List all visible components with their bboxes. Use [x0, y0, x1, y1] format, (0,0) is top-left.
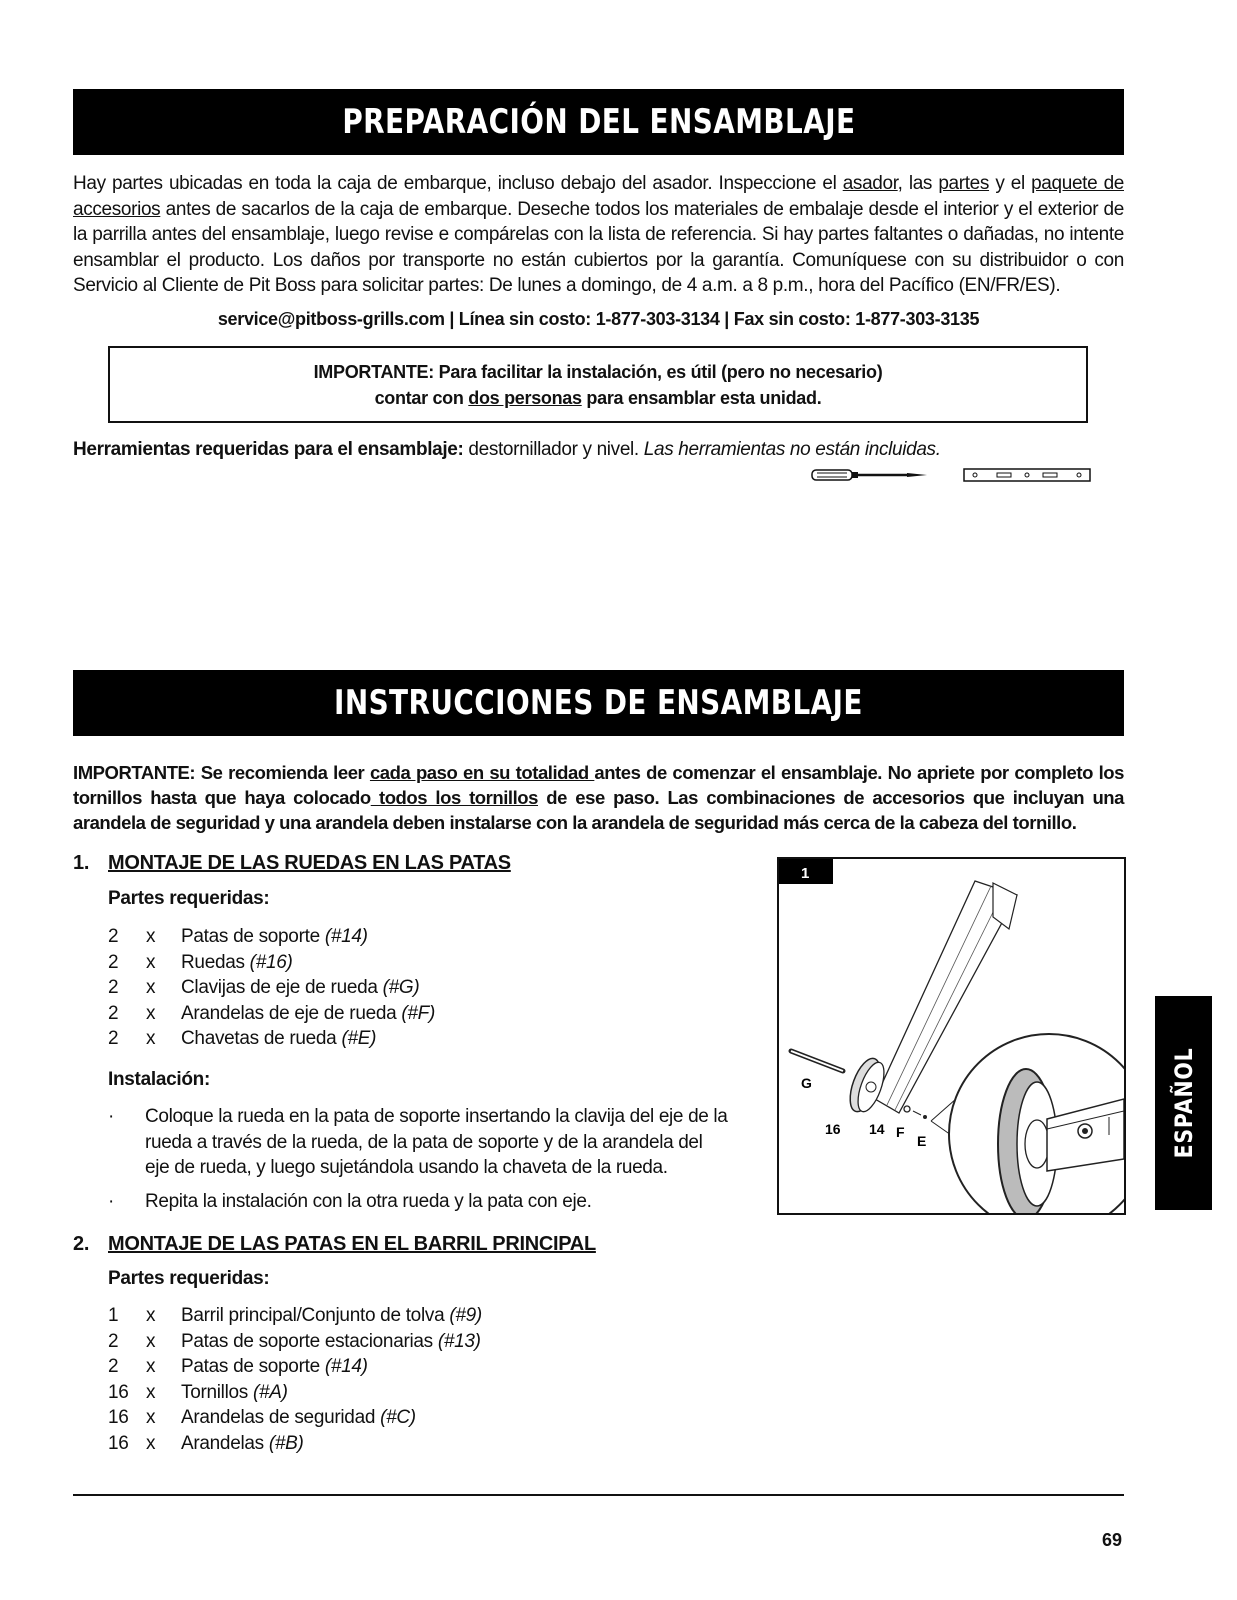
part-row	[108, 975, 435, 1001]
step-1-parts-label: Partes requeridas:	[108, 888, 270, 909]
part-qty: 16	[108, 1407, 129, 1428]
step-2-parts-list	[108, 1303, 482, 1456]
label-16: 16	[825, 1121, 841, 1137]
part-name: Tornillos (#A)	[181, 1381, 288, 1403]
part-qty: 2	[108, 1028, 119, 1049]
link-paquete-accesorios: paquete de accesorios	[73, 173, 1124, 220]
section-title-instructions: INSTRUCCIONES DE ENSAMBLAJE	[73, 670, 1124, 736]
part-name: Arandelas (#B)	[181, 1432, 304, 1454]
part-name: Arandelas de eje de rueda (#F)	[181, 1002, 436, 1024]
label-e: E	[917, 1133, 927, 1149]
part-times: x	[146, 926, 156, 947]
part-row	[108, 1001, 435, 1027]
wheel-leg-diagram	[779, 859, 1124, 1213]
part-times: x	[146, 1381, 156, 1403]
part-times: x	[146, 1407, 156, 1428]
part-qty: 2	[108, 951, 119, 973]
part-times: x	[146, 1028, 156, 1049]
figure-1-wheel-assembly	[777, 857, 1126, 1215]
part-row	[108, 1431, 482, 1457]
step-1-heading: 1. MONTAJE DE LAS RUEDAS EN LAS PATAS	[73, 852, 511, 874]
section-title-preparation: PREPARACIÓN DEL ENSAMBLAJE	[73, 89, 1124, 155]
part-row	[108, 1303, 482, 1329]
step-2-heading: 2. MONTAJE DE LAS PATAS EN EL BARRIL PRINCIPAL	[73, 1233, 596, 1255]
part-name: Clavijas de eje de rueda (#G)	[181, 977, 420, 998]
part-name: Barril principal/Conjunto de tolva (#9)	[181, 1305, 482, 1326]
instruction-bullet: · Coloque la rueda en la pata de soporte insertando la clavija del eje de la rueda a través de la rueda, de la pata de soporte y de la arandela del eje de rueda, y luego sujetándola usando la chaveta de la rueda.	[108, 1106, 728, 1178]
contact-line: service@pitboss-grills.com | Línea sin costo: 1-877-303-3134 | Fax sin costo: 1-877-303-3135	[217, 309, 980, 329]
figure-number: 1	[801, 865, 810, 882]
part-times: x	[146, 977, 156, 998]
part-row	[108, 1354, 482, 1380]
part-qty: 2	[108, 977, 119, 998]
preparation-paragraph: Hay partes ubicadas en toda la caja de embarque, incluso debajo del asador. Inspeccione el asador, las partes y el paquete de accesorios antes de sacarlos de la caja de embarque. Deseche todos los materiales de embalaje desde el interior y el exterior de la parrilla antes del ensamblaje, luego revise e compárelas con la lista de referencia. Si hay partes faltantes o dañadas, no intente ensamblar el producto. Los daños por transporte no están cubiertos por la garantía. Comuníquese con su distribuidor o con Servicio al Cliente de Pit Boss para solicitar partes: De lunes a domingo, de 4 a.m. a 8 p.m., hora del Pacífico (EN/FR/ES).	[73, 173, 1124, 296]
part-row	[108, 1405, 482, 1431]
tools-required: Herramientas requeridas para el ensamblaje: destornillador y nivel. Las herramientas no están incluidas.	[73, 439, 941, 460]
part-name: Patas de soporte (#14)	[181, 1356, 368, 1377]
link-asador: asador	[842, 173, 898, 194]
part-name: Patas de soporte (#14)	[181, 926, 368, 947]
part-qty: 16	[108, 1432, 129, 1454]
important-line-1: IMPORTANTE: Para facilitar la instalación, es útil (pero no necesario)	[313, 361, 883, 382]
part-name: Patas de soporte estacionarias (#13)	[181, 1330, 481, 1352]
language-tab: ESPAÑOL	[1155, 996, 1212, 1210]
part-times: x	[146, 1002, 156, 1024]
part-qty: 2	[108, 1002, 119, 1024]
step-1-parts-list	[108, 924, 435, 1052]
part-times: x	[146, 951, 156, 973]
part-qty: 2	[108, 1330, 119, 1352]
part-name: Chavetas de rueda (#E)	[181, 1028, 377, 1049]
part-qty: 16	[108, 1381, 129, 1403]
part-row	[108, 1380, 482, 1406]
instructions-important-paragraph: IMPORTANTE: Se recomienda leer cada paso en su totalidad antes de comenzar el ensamblaje. No apriete por completo los tornillos hasta que haya colocado todos los tornillos de ese paso. Las combinaciones de accesorios que incluyan una arandela de seguridad y una arandela deben instalarse con la arandela de seguridad más cerca de la cabeza del tornillo.	[73, 762, 1124, 833]
link-partes: partes	[938, 173, 990, 194]
part-row	[108, 924, 435, 950]
part-row	[108, 1329, 482, 1355]
part-row	[108, 950, 435, 976]
step-2-parts-label: Partes requeridas:	[108, 1268, 270, 1289]
footer-divider	[73, 1494, 1124, 1496]
part-name: Arandelas de seguridad (#C)	[181, 1407, 416, 1428]
important-line-2: contar con dos personas para ensamblar esta unidad.	[374, 387, 822, 408]
part-name: Ruedas (#16)	[181, 951, 293, 973]
step-1-install-label: Instalación:	[108, 1069, 210, 1090]
part-row	[108, 1026, 435, 1052]
level-icon	[963, 468, 1091, 482]
screwdriver-icon	[811, 467, 931, 483]
part-qty: 2	[108, 926, 119, 947]
instruction-bullet: · Repita la instalación con la otra rueda y la pata con eje.	[108, 1190, 592, 1212]
part-times: x	[146, 1305, 156, 1326]
part-times: x	[146, 1432, 156, 1454]
label-g: G	[801, 1075, 812, 1091]
part-times: x	[146, 1330, 156, 1352]
part-qty: 2	[108, 1356, 119, 1377]
label-14: 14	[869, 1121, 885, 1137]
label-f: F	[896, 1124, 905, 1140]
part-qty: 1	[108, 1305, 119, 1326]
part-times: x	[146, 1356, 156, 1377]
important-box	[108, 346, 1088, 423]
step-1-instructions	[108, 1104, 728, 1222]
page-number: 69	[1101, 1530, 1122, 1550]
